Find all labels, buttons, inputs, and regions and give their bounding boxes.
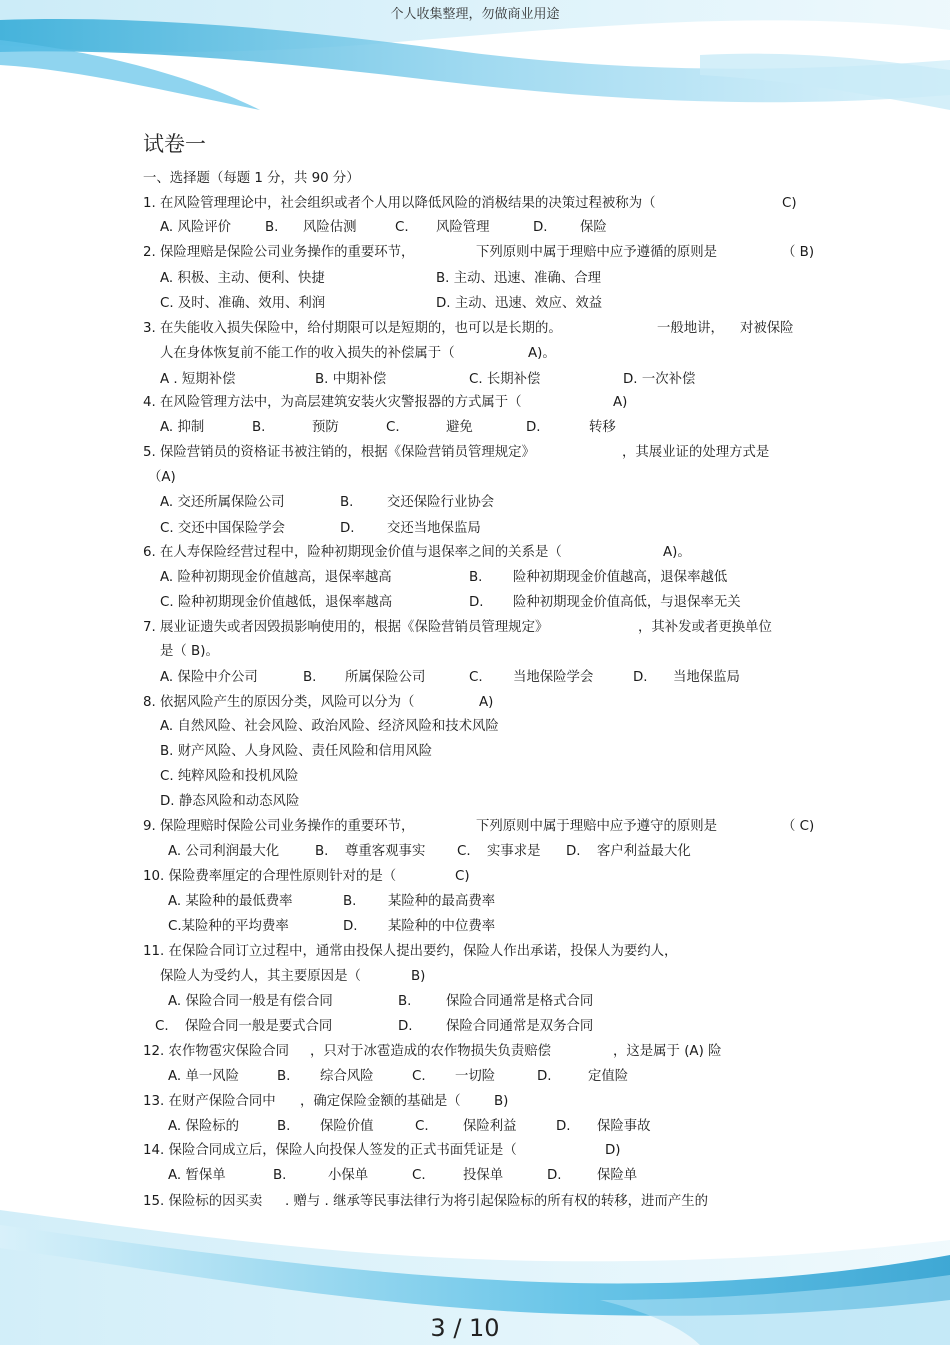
question-3-stem-cont: 对被保险 xyxy=(740,321,794,336)
question-1-option-label: D. xyxy=(533,220,548,235)
question-1-option: A. 风险评价 xyxy=(160,220,231,235)
question-14-option: 保险单 xyxy=(597,1168,638,1183)
question-13-option-label: D. xyxy=(556,1119,571,1134)
question-15-stem-cont: . 赠与 . 继承等民事法律行为将引起保险标的所有权的转移，进而产生的 xyxy=(285,1194,708,1209)
question-7-stem-line2: 是（ B)。 xyxy=(160,644,219,659)
question-12-option-label: B. xyxy=(277,1069,291,1084)
question-9-option-label: C. xyxy=(457,844,471,859)
question-4-option: 预防 xyxy=(312,420,339,435)
question-7-option-label: D. xyxy=(633,670,648,685)
question-4-option: 转移 xyxy=(589,420,616,435)
question-5-option: 交还当地保监局 xyxy=(387,521,481,536)
question-8-stem: 8. 依据风险产生的原因分类，风险可以分为（ xyxy=(143,695,415,710)
question-5-option: C. 交还中国保险学会 xyxy=(160,521,285,536)
question-13-stem: 13. 在财产保险合同中 xyxy=(143,1094,276,1109)
question-5-option: A. 交还所属保险公司 xyxy=(160,495,285,510)
question-13-option: A. 保险标的 xyxy=(168,1119,239,1134)
section-heading: 一、选择题（每题 1 分，共 90 分） xyxy=(143,171,360,186)
question-1-option-label: B. xyxy=(265,220,279,235)
question-15-stem: 15. 保险标的因买卖 xyxy=(143,1194,263,1209)
question-2-stem: 2. 保险理赔是保险公司业务操作的重要环节， xyxy=(143,245,415,260)
question-13-option-label: B. xyxy=(277,1119,291,1134)
question-14-option: A. 暂保单 xyxy=(168,1168,226,1183)
question-12-stem: 12. 农作物雹灾保险合同 xyxy=(143,1044,290,1059)
question-2-option-c: C. 及时、准确、效用、利润 xyxy=(160,296,326,311)
question-11-option-label: C. xyxy=(155,1019,169,1034)
question-7-option: 当地保监局 xyxy=(673,670,740,685)
question-13-option-label: C. xyxy=(415,1119,429,1134)
question-12-option: 一切险 xyxy=(455,1069,496,1084)
question-11-stem: 11. 在保险合同订立过程中，通常由投保人提出要约，保险人作出承诺，投保人为要约人， xyxy=(143,944,678,959)
question-11-option: 保险合同通常是双务合同 xyxy=(446,1019,594,1034)
question-11-stem-line2: 保险人为受约人，其主要原因是（ xyxy=(160,969,361,984)
question-10-option: C.某险种的平均费率 xyxy=(168,919,289,934)
question-3-option: B. 中期补偿 xyxy=(315,372,387,387)
question-9-answer: （ C) xyxy=(782,819,815,834)
page-number: 3 / 10 xyxy=(430,1314,500,1342)
question-7-option-label: B. xyxy=(303,670,317,685)
question-7-option: 所属保险公司 xyxy=(345,670,426,685)
question-1-option: 保险 xyxy=(580,220,607,235)
question-2-answer: （ B) xyxy=(782,245,815,260)
question-6-option: 险种初期现金价值越高，退保率越低 xyxy=(513,570,728,585)
question-11-option-label: D. xyxy=(398,1019,413,1034)
question-1-option: 风险估测 xyxy=(303,220,357,235)
question-9-option: A. 公司利润最大化 xyxy=(168,844,280,859)
question-13-answer: B) xyxy=(494,1094,509,1109)
question-11-option: 保险合同一般是要式合同 xyxy=(185,1019,333,1034)
question-3-option: D. 一次补偿 xyxy=(623,372,696,387)
question-11-option: A. 保险合同一般是有偿合同 xyxy=(168,994,333,1009)
question-13-option: 保险价值 xyxy=(320,1119,374,1134)
question-7-option: 当地保险学会 xyxy=(513,670,594,685)
question-8-option: A. 自然风险、社会风险、政治风险、经济风险和技术风险 xyxy=(160,719,499,734)
question-3-stem-cont: 一般地讲， xyxy=(657,321,724,336)
question-9-stem-cont: 下列原则中属于理赔中应予遵守的原则是 xyxy=(476,819,718,834)
question-6-answer: A)。 xyxy=(663,545,691,560)
question-14-option: 小保单 xyxy=(328,1168,369,1183)
question-4-answer: A) xyxy=(613,395,628,410)
question-6-option-label: D. xyxy=(469,595,484,610)
question-12-stem-cont: ，只对于冰雹造成的农作物损失负责赔偿 xyxy=(310,1044,552,1059)
question-10-option-label: B. xyxy=(343,894,357,909)
question-3-answer: A)。 xyxy=(528,346,556,361)
question-8-option: D. 静态风险和动态风险 xyxy=(160,794,300,809)
question-3-option: A . 短期补偿 xyxy=(160,372,236,387)
question-4-option-label: C. xyxy=(386,420,400,435)
question-2-stem-cont: 下列原则中属于理赔中应予遵循的原则是 xyxy=(476,245,718,260)
question-7-option-label: C. xyxy=(469,670,483,685)
question-14-option-label: D. xyxy=(547,1168,562,1183)
question-1-option: 风险管理 xyxy=(436,220,490,235)
question-5-option: 交还保险行业协会 xyxy=(387,495,495,510)
question-1-stem: 1. 在风险管理理论中，社会组织或者个人用以降低风险的消极结果的决策过程被称为（ xyxy=(143,196,656,211)
question-6-option: 险种初期现金价值高低，与退保率无关 xyxy=(513,595,741,610)
question-6-option: A. 险种初期现金价值越高，退保率越高 xyxy=(160,570,392,585)
question-5-answer: （A) xyxy=(148,470,176,485)
question-4-option: 避免 xyxy=(446,420,473,435)
question-9-stem: 9. 保险理赔时保险公司业务操作的重要环节， xyxy=(143,819,415,834)
question-11-option-label: B. xyxy=(398,994,412,1009)
question-1-option-label: C. xyxy=(395,220,409,235)
question-5-stem: 5. 保险营销员的资格证书被注销的，根据《保险营销员管理规定》 xyxy=(143,445,535,460)
question-14-answer: D) xyxy=(605,1143,621,1158)
question-4-option-label: D. xyxy=(526,420,541,435)
question-10-stem: 10. 保险费率厘定的合理性原则针对的是（ xyxy=(143,869,397,884)
question-8-option: B. 财产风险、人身风险、责任风险和信用风险 xyxy=(160,744,433,759)
question-5-stem-cont: ，其展业证的处理方式是 xyxy=(622,445,770,460)
question-8-option: C. 纯粹风险和投机风险 xyxy=(160,769,299,784)
watermark-text: 个人收集整理，勿做商业用途 xyxy=(390,7,560,22)
question-13-option: 保险利益 xyxy=(463,1119,517,1134)
question-6-stem: 6. 在人寿保险经营过程中，险种初期现金价值与退保率之间的关系是（ xyxy=(143,545,562,560)
question-9-option-label: B. xyxy=(315,844,329,859)
question-11-option: 保险合同通常是格式合同 xyxy=(446,994,594,1009)
question-2-option-d: D. 主动、迅速、效应、效益 xyxy=(436,296,603,311)
question-3-stem: 3. 在失能收入损失保险中，给付期限可以是短期的，也可以是长期的。 xyxy=(143,321,562,336)
question-14-stem: 14. 保险合同成立后，保险人向投保人签发的正式书面凭证是（ xyxy=(143,1143,517,1158)
question-13-option: 保险事故 xyxy=(597,1119,651,1134)
question-5-option-label: B. xyxy=(340,495,354,510)
question-14-option-label: B. xyxy=(273,1168,287,1183)
question-2-option-b: B. 主动、迅速、准确、合理 xyxy=(436,271,601,286)
page-title: 试卷一 xyxy=(143,132,206,156)
question-4-option-label: B. xyxy=(252,420,266,435)
question-14-option: 投保单 xyxy=(463,1168,504,1183)
question-12-option-label: C. xyxy=(412,1069,426,1084)
question-10-option: 某险种的中位费率 xyxy=(388,919,496,934)
question-9-option-label: D. xyxy=(566,844,581,859)
question-12-option: A. 单一风险 xyxy=(168,1069,239,1084)
question-7-stem-cont: ，其补发或者更换单位 xyxy=(638,620,772,635)
question-10-option: A. 某险种的最低费率 xyxy=(168,894,293,909)
question-7-stem: 7. 展业证遗失或者因毁损影响使用的，根据《保险营销员管理规定》 xyxy=(143,620,549,635)
question-14-option-label: C. xyxy=(412,1168,426,1183)
question-10-option-label: D. xyxy=(343,919,358,934)
question-9-option: 尊重客观事实 xyxy=(345,844,426,859)
question-12-option: 定值险 xyxy=(588,1069,629,1084)
question-1-answer: C) xyxy=(782,196,797,211)
question-6-option: C. 险种初期现金价值越低，退保率越高 xyxy=(160,595,393,610)
question-5-option-label: D. xyxy=(340,521,355,536)
question-4-stem: 4. 在风险管理方法中，为高层建筑安装火灾警报器的方式属于（ xyxy=(143,395,522,410)
question-8-answer: A) xyxy=(479,695,494,710)
question-11-answer: B) xyxy=(411,969,426,984)
question-13-stem-cont: ，确定保险金额的基础是（ xyxy=(300,1094,461,1109)
question-10-option: 某险种的最高费率 xyxy=(388,894,496,909)
question-10-answer: C) xyxy=(455,869,470,884)
question-12-option: 综合风险 xyxy=(320,1069,374,1084)
question-9-option: 客户利益最大化 xyxy=(597,844,691,859)
question-7-option: A. 保险中介公司 xyxy=(160,670,258,685)
question-6-option-label: B. xyxy=(469,570,483,585)
question-4-option: A. 抑制 xyxy=(160,420,205,435)
question-3-option: C. 长期补偿 xyxy=(469,372,541,387)
question-3-stem-line2: 人在身体恢复前不能工作的收入损失的补偿属于（ xyxy=(160,346,455,361)
question-2-option-a: A. 积极、主动、便利、快捷 xyxy=(160,271,325,286)
question-12-stem-cont: ，这是属于 (A) 险 xyxy=(613,1044,722,1059)
question-12-option-label: D. xyxy=(537,1069,552,1084)
question-9-option: 实事求是 xyxy=(487,844,541,859)
